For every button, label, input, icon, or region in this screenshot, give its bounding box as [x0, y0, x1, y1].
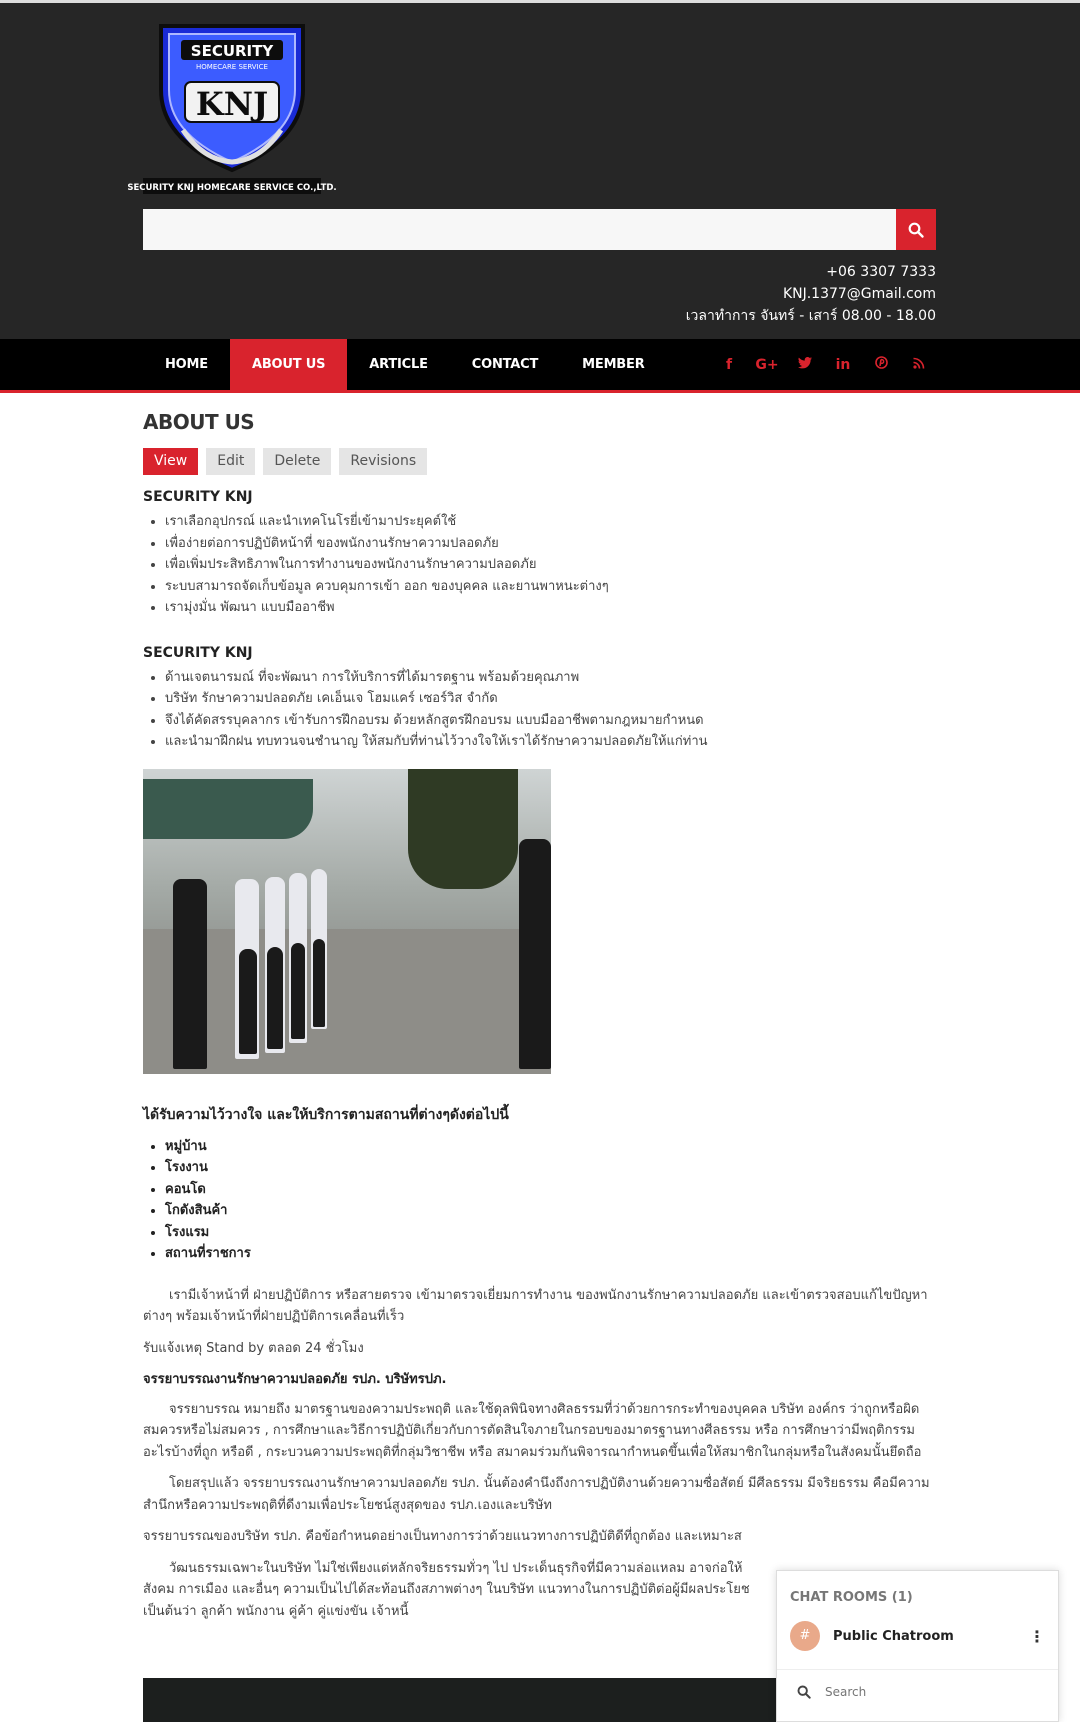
list-item: • เราเลือกอุปกรณ์ และนำเทคโนโรยี่เข้ามาประยุคต์ใช้: [165, 511, 937, 533]
section-heading: SECURITY KNJ: [143, 489, 253, 505]
night-photo: [143, 1678, 783, 1722]
body-paragraph: รับแจ้งเหตุ Stand by ตลอด 24 ชั่วโมง: [143, 1340, 364, 1356]
body-paragraph: โดยสรุปแล้ว จรรยาบรรณงานรักษาความปลอดภัย รปภ. นั้นต้องคำนึงถึงการปฏิบัติงานด้วยความซื่อสัตย์ มีศีลธรรม มีจริยธรรม คือมีความสำนึกหรือความประพฤติที่ดีงามเพื่อประโยชน์สูงสุดของ รปภ.เองและบริษัท: [143, 1476, 930, 1513]
search-button[interactable]: [896, 209, 936, 250]
tab-delete[interactable]: Delete: [263, 448, 331, 475]
list-item: • สถานที่ราชการ: [165, 1243, 937, 1265]
company-logo[interactable]: [127, 20, 337, 196]
search-bar: [143, 209, 936, 250]
chat-search-input[interactable]: [825, 1685, 1025, 1699]
nav-item-article[interactable]: ARTICLE: [369, 357, 428, 372]
rss-icon[interactable]: [900, 357, 938, 373]
chat-rooms-title[interactable]: CHAT ROOMS (1): [790, 1590, 913, 1605]
contact-hours: เวลาทำการ จันทร์ - เสาร์ 08.00 - 18.00: [685, 308, 936, 324]
section-heading: SECURITY KNJ: [143, 644, 253, 661]
contact-phone: +06 3307 7333: [826, 264, 936, 280]
more-options-icon[interactable]: ⋮: [1029, 1626, 1045, 1646]
list-item: • จึงได้คัดสรรบุคลากร เข้ารับการฝึกอบรม ด้วยหลักสูตรฝึกอบรม แบบมืออาชีพตามกฎหมายกำหนด: [165, 710, 937, 732]
social-links: [710, 339, 938, 390]
nav-item-about-us[interactable]: ABOUT US: [230, 339, 347, 390]
nav-item-contact[interactable]: CONTACT: [471, 357, 539, 372]
facebook-icon[interactable]: f: [725, 356, 733, 373]
list-item: • ด้านเจตนารมณ์ ที่จะพัฒนา การให้บริการที่ได้มารตฐาน พร้อมด้วยคุณภาพ: [165, 667, 937, 689]
security-guards-photo: [143, 769, 551, 1074]
body-paragraph: เรามีเจ้าหน้าที่ ฝ่ายปฏิบัติการ หรือสายตรวจ เข้ามาตรวจเยี่ยมการทำงาน ของพนักงานรักษาความปลอดภัย และเข้าตรวจสอบแก้ไขปัญหาต่างๆ พร้อมเจ้าหน้าที่ฝ่ายปฏิบัติการเคลื่อนที่เร็ว: [143, 1287, 928, 1324]
list-item: • บริษัท รักษาความปลอดภัย เคเอ็นเจ โฮมแคร์ เซอร์วิส จำกัด: [165, 688, 937, 710]
logo-bottom-text: SECURITY KNJ HOMECARE SERVICE CO.,LTD.: [127, 183, 337, 193]
main-navigation: [0, 339, 1080, 393]
nav-item-home[interactable]: HOME: [165, 357, 208, 372]
logo-ribbon-text: HOMECARE SERVICE: [196, 63, 268, 71]
chat-room-item[interactable]: [777, 1615, 1058, 1657]
main-content: [143, 410, 937, 1632]
list-item: • โรงแรม: [165, 1222, 937, 1244]
twitter-icon[interactable]: [786, 357, 824, 373]
section-heading: ได้รับความไว้วางใจ และให้บริการตามสถานที่ต่างๆดังต่อไปนี้: [143, 1106, 509, 1123]
list-item: • เพื่อง่ายต่อการปฏิบัติหน้าที่ ของพนักงานรักษาความปลอดภัย: [165, 533, 937, 555]
tab-revisions[interactable]: Revisions: [339, 448, 427, 475]
body-paragraph: เป็นต้นว่า ลูกค้า พนักงาน คู่ค้า คู่แข่งขัน เจ้าหนี้: [143, 1603, 409, 1619]
list-item: • ระบบสามารถจัดเก็บข้อมูล ควบคุมการเข้า ออก ของบุคคล และยานพาหนะต่างๆ: [165, 576, 937, 598]
search-icon: [797, 1685, 811, 1699]
service-locations-list: [143, 1136, 937, 1265]
contact-info: [686, 261, 936, 327]
list-item: • โรงงาน: [165, 1157, 937, 1179]
google-plus-icon[interactable]: G+: [755, 356, 779, 373]
tab-view[interactable]: View: [143, 448, 198, 475]
ethics-heading: จรรยาบรรณงานรักษาความปลอดภัย รปภ. บริษัทรปภ.: [143, 1372, 447, 1387]
list-item: • เพื่อเพิ่มประสิทธิภาพในการทำงานของพนักงานรักษาความปลอดภัย: [165, 554, 937, 576]
nav-item-member[interactable]: MEMBER: [582, 357, 645, 372]
body-paragraph: สังคม การเมือง และอื่นๆ ความเป็นไปได้สะท้อนถึงสภาพต่างๆ ในบริษัท แนวทางในการปฏิบัติต่อผู้มีผลประโยช: [143, 1582, 750, 1597]
commitment-list: [143, 667, 937, 753]
logo-top-text: SECURITY: [190, 42, 274, 60]
list-item: • และนำมาฝึกฝน ทบทวนจนชำนาญ ให้สมกับที่ท่านไว้วางใจให้เราได้รักษาความปลอดภัยให้แก่ท่าน: [165, 731, 937, 753]
body-paragraph: จรรยาบรรณของบริษัท รปภ. คือข้อกำหนดอย่างเป็นทางการว่าด้วยแนวทางการปฏิบัติดีที่ถูกต้อง และเหมาะส: [143, 1529, 742, 1544]
list-item: • หมู่บ้าน: [165, 1136, 937, 1158]
contact-email[interactable]: KNJ.1377@Gmail.com: [782, 286, 936, 302]
chatroom-avatar: #: [790, 1621, 820, 1651]
site-header: [0, 3, 1080, 339]
admin-tabs: [143, 448, 937, 475]
feature-list: [143, 511, 937, 619]
chat-widget: [776, 1570, 1059, 1722]
list-item: • เรามุ่งมั่น พัฒนา แบบมืออาชีพ: [165, 597, 937, 619]
chatroom-name: Public Chatroom: [833, 1628, 954, 1644]
body-paragraph: วัฒนธรรมเฉพาะในบริษัท ไม่ใช่เพียงแต่หลักจริยธรรมทั่วๆ ไป ประเด็นธุรกิจที่มีความล่อแหลม อาจก่อให้: [169, 1560, 743, 1576]
linkedin-icon[interactable]: in: [835, 356, 851, 373]
list-item: • โกดังสินค้า: [165, 1200, 937, 1222]
tab-edit[interactable]: Edit: [206, 448, 255, 475]
pinterest-icon[interactable]: [862, 356, 900, 373]
search-icon: [908, 222, 924, 238]
search-input[interactable]: [143, 209, 896, 250]
chat-search: [777, 1669, 1058, 1713]
body-paragraph: จรรยาบรรณ หมายถึง มาตรฐานของความประพฤติ และใช้ดุลพินิจทางศิลธรรมที่ว่าด้วยการกระทำของบุคคล บริษัท องค์กร ว่าถูกหรือผิด สมควรหรือไม่สมควร , การศึกษาและวิธีการปฏิบัติเกี่ยวกับการตัดสินใจภายในกรอบของมาตรฐานทางศีลธรรม หรือ การศึกษาว่ามีพฤติกรรมอะไรบ้างที่ถูก หรือดี , กระบวนความประพฤติที่กลุ่มวิชาชีพ หรือ สมาคมร่วมกันพิจารณากำหนดขึ้นเพื่อให้สมาชิกในกลุ่มหรือในสังคมนั้นยึดถือ: [143, 1401, 922, 1460]
page-title: ABOUT US: [143, 410, 255, 434]
logo-main-text: KNJ: [195, 85, 269, 123]
list-item: • คอนโด: [165, 1179, 937, 1201]
